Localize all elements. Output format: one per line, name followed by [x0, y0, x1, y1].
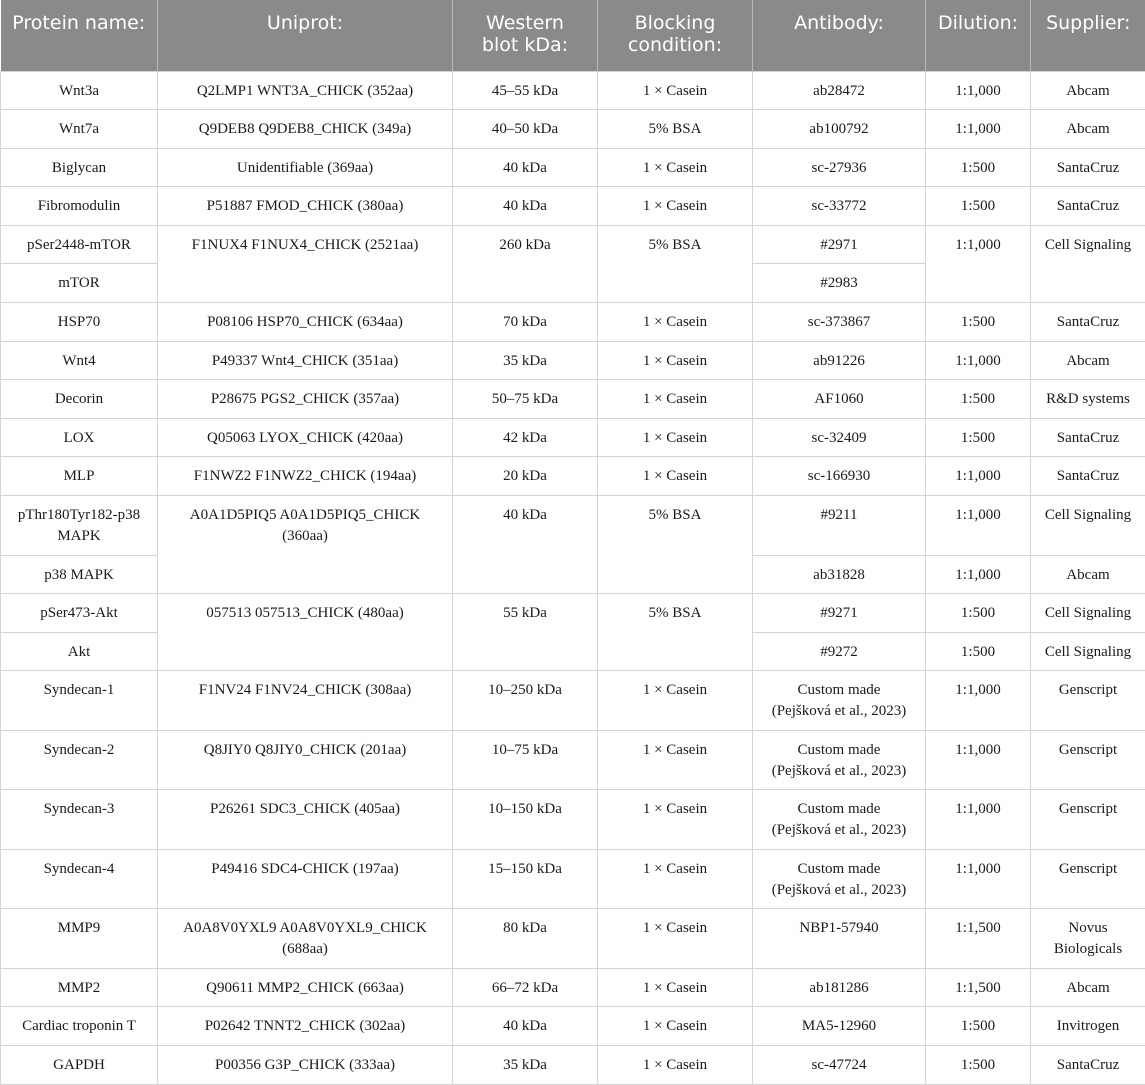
cell-blocking-condition: 1 × Casein	[598, 909, 753, 969]
cell-protein-name: mTOR	[1, 264, 158, 303]
cell-uniprot: Q90611 MMP2_CHICK (663aa)	[158, 968, 453, 1007]
cell-antibody: MA5-12960	[753, 1007, 926, 1046]
cell-protein-name: Cardiac troponin T	[1, 1007, 158, 1046]
cell-supplier: Abcam	[1031, 555, 1145, 594]
cell-antibody: ab91226	[753, 341, 926, 380]
cell-antibody: sc-27936	[753, 148, 926, 187]
cell-protein-name: Syndecan-2	[1, 730, 158, 790]
cell-supplier: Cell Signaling	[1031, 225, 1145, 302]
cell-antibody: #2983	[753, 264, 926, 303]
cell-western-blot-kda: 70 kDa	[453, 303, 598, 342]
cell-dilution: 1:500	[926, 632, 1031, 671]
cell-blocking-condition: 1 × Casein	[598, 1046, 753, 1085]
cell-blocking-condition: 1 × Casein	[598, 418, 753, 457]
cell-western-blot-kda: 35 kDa	[453, 1046, 598, 1085]
cell-dilution: 1:1,000	[926, 790, 1031, 850]
cell-dilution: 1:1,500	[926, 968, 1031, 1007]
cell-dilution: 1:500	[926, 594, 1031, 633]
table-row	[1, 303, 1145, 342]
cell-blocking-condition: 1 × Casein	[598, 303, 753, 342]
cell-dilution: 1:1,000	[926, 730, 1031, 790]
table-row	[1, 594, 1145, 633]
cell-western-blot-kda: 40 kDa	[453, 187, 598, 226]
cell-western-blot-kda: 10–150 kDa	[453, 790, 598, 850]
table-row	[1, 968, 1145, 1007]
cell-supplier: Genscript	[1031, 730, 1145, 790]
cell-blocking-condition: 1 × Casein	[598, 71, 753, 110]
cell-antibody: sc-32409	[753, 418, 926, 457]
cell-uniprot: F1NWZ2 F1NWZ2_CHICK (194aa)	[158, 457, 453, 496]
cell-protein-name: Akt	[1, 632, 158, 671]
cell-uniprot: A0A8V0YXL9 A0A8V0YXL9_CHICK (688aa)	[158, 909, 453, 969]
cell-supplier: Genscript	[1031, 849, 1145, 909]
cell-protein-name: Fibromodulin	[1, 187, 158, 226]
cell-western-blot-kda: 80 kDa	[453, 909, 598, 969]
cell-antibody: ab181286	[753, 968, 926, 1007]
cell-supplier: SantaCruz	[1031, 418, 1145, 457]
cell-supplier: Cell Signaling	[1031, 496, 1145, 556]
cell-dilution: 1:1,000	[926, 849, 1031, 909]
cell-protein-name: Syndecan-3	[1, 790, 158, 850]
cell-western-blot-kda: 10–250 kDa	[453, 671, 598, 731]
header-blocking-condition: Blocking condition:	[598, 0, 753, 71]
table-row	[1, 225, 1145, 264]
cell-protein-name: Wnt4	[1, 341, 158, 380]
cell-antibody: #2971	[753, 225, 926, 264]
cell-uniprot: F1NV24 F1NV24_CHICK (308aa)	[158, 671, 453, 731]
cell-protein-name: GAPDH	[1, 1046, 158, 1085]
cell-western-blot-kda: 45–55 kDa	[453, 71, 598, 110]
table-row	[1, 730, 1145, 790]
cell-dilution: 1:1,000	[926, 71, 1031, 110]
cell-blocking-condition: 1 × Casein	[598, 341, 753, 380]
cell-dilution: 1:1,000	[926, 341, 1031, 380]
cell-western-blot-kda: 10–75 kDa	[453, 730, 598, 790]
cell-dilution: 1:1,000	[926, 555, 1031, 594]
table-row	[1, 187, 1145, 226]
cell-dilution: 1:1,000	[926, 671, 1031, 731]
table-row	[1, 110, 1145, 149]
cell-uniprot: Q8JIY0 Q8JIY0_CHICK (201aa)	[158, 730, 453, 790]
cell-antibody: Custom made (Pejšková et al., 2023)	[753, 671, 926, 731]
cell-uniprot: A0A1D5PIQ5 A0A1D5PIQ5_CHICK (360aa)	[158, 496, 453, 594]
cell-supplier: Abcam	[1031, 71, 1145, 110]
table-row	[1, 496, 1145, 556]
cell-protein-name: Wnt3a	[1, 71, 158, 110]
cell-dilution: 1:1,000	[926, 225, 1031, 302]
cell-uniprot: Q2LMP1 WNT3A_CHICK (352aa)	[158, 71, 453, 110]
cell-antibody: #9271	[753, 594, 926, 633]
table-row	[1, 909, 1145, 969]
table-row	[1, 849, 1145, 909]
header-uniprot: Uniprot:	[158, 0, 453, 71]
cell-blocking-condition: 5% BSA	[598, 594, 753, 671]
cell-antibody: Custom made (Pejšková et al., 2023)	[753, 730, 926, 790]
table-row	[1, 790, 1145, 850]
cell-uniprot: P00356 G3P_CHICK (333aa)	[158, 1046, 453, 1085]
cell-uniprot: P02642 TNNT2_CHICK (302aa)	[158, 1007, 453, 1046]
cell-protein-name: HSP70	[1, 303, 158, 342]
cell-blocking-condition: 1 × Casein	[598, 671, 753, 731]
cell-antibody: sc-47724	[753, 1046, 926, 1085]
cell-antibody: ab100792	[753, 110, 926, 149]
header-protein-name: Protein name:	[1, 0, 158, 71]
cell-western-blot-kda: 40–50 kDa	[453, 110, 598, 149]
cell-supplier: SantaCruz	[1031, 148, 1145, 187]
cell-uniprot: 057513 057513_CHICK (480aa)	[158, 594, 453, 671]
cell-protein-name: pSer473-Akt	[1, 594, 158, 633]
cell-protein-name: LOX	[1, 418, 158, 457]
cell-antibody: #9211	[753, 496, 926, 556]
cell-antibody: Custom made (Pejšková et al., 2023)	[753, 849, 926, 909]
cell-western-blot-kda: 40 kDa	[453, 496, 598, 594]
cell-protein-name: MLP	[1, 457, 158, 496]
cell-supplier: SantaCruz	[1031, 1046, 1145, 1085]
header-row	[1, 0, 1145, 71]
table-row	[1, 341, 1145, 380]
cell-blocking-condition: 1 × Casein	[598, 730, 753, 790]
cell-uniprot: P51887 FMOD_CHICK (380aa)	[158, 187, 453, 226]
cell-antibody: ab28472	[753, 71, 926, 110]
cell-western-blot-kda: 55 kDa	[453, 594, 598, 671]
header-supplier: Supplier:	[1031, 0, 1145, 71]
cell-dilution: 1:500	[926, 418, 1031, 457]
table-row	[1, 418, 1145, 457]
cell-supplier: Novus Biologicals	[1031, 909, 1145, 969]
cell-protein-name: Syndecan-4	[1, 849, 158, 909]
cell-blocking-condition: 5% BSA	[598, 496, 753, 594]
cell-blocking-condition: 1 × Casein	[598, 968, 753, 1007]
cell-dilution: 1:500	[926, 380, 1031, 419]
cell-antibody: sc-166930	[753, 457, 926, 496]
cell-supplier: Abcam	[1031, 110, 1145, 149]
cell-supplier: Abcam	[1031, 968, 1145, 1007]
cell-uniprot: Unidentifiable (369aa)	[158, 148, 453, 187]
cell-blocking-condition: 1 × Casein	[598, 380, 753, 419]
cell-blocking-condition: 5% BSA	[598, 225, 753, 302]
cell-supplier: Genscript	[1031, 671, 1145, 731]
cell-western-blot-kda: 66–72 kDa	[453, 968, 598, 1007]
header-western-blot-kda: Western blot kDa:	[453, 0, 598, 71]
cell-supplier: Cell Signaling	[1031, 632, 1145, 671]
cell-western-blot-kda: 35 kDa	[453, 341, 598, 380]
cell-western-blot-kda: 50–75 kDa	[453, 380, 598, 419]
cell-dilution: 1:500	[926, 1046, 1031, 1085]
cell-uniprot: Q9DEB8 Q9DEB8_CHICK (349a)	[158, 110, 453, 149]
table-row	[1, 148, 1145, 187]
cell-blocking-condition: 1 × Casein	[598, 457, 753, 496]
cell-western-blot-kda: 260 kDa	[453, 225, 598, 302]
cell-antibody: sc-33772	[753, 187, 926, 226]
cell-uniprot: P28675 PGS2_CHICK (357aa)	[158, 380, 453, 419]
cell-supplier: Abcam	[1031, 341, 1145, 380]
cell-blocking-condition: 1 × Casein	[598, 1007, 753, 1046]
cell-dilution: 1:500	[926, 148, 1031, 187]
cell-western-blot-kda: 42 kDa	[453, 418, 598, 457]
cell-antibody: NBP1-57940	[753, 909, 926, 969]
cell-western-blot-kda: 40 kDa	[453, 1007, 598, 1046]
cell-protein-name: p38 MAPK	[1, 555, 158, 594]
cell-uniprot: P08106 HSP70_CHICK (634aa)	[158, 303, 453, 342]
cell-uniprot: F1NUX4 F1NUX4_CHICK (2521aa)	[158, 225, 453, 302]
table-row	[1, 671, 1145, 731]
table-row	[1, 1046, 1145, 1085]
cell-antibody: ab31828	[753, 555, 926, 594]
cell-western-blot-kda: 40 kDa	[453, 148, 598, 187]
cell-dilution: 1:500	[926, 303, 1031, 342]
cell-antibody: Custom made (Pejšková et al., 2023)	[753, 790, 926, 850]
cell-dilution: 1:1,500	[926, 909, 1031, 969]
cell-supplier: SantaCruz	[1031, 187, 1145, 226]
cell-protein-name: MMP9	[1, 909, 158, 969]
table-row	[1, 380, 1145, 419]
cell-dilution: 1:500	[926, 1007, 1031, 1046]
cell-dilution: 1:1,000	[926, 457, 1031, 496]
cell-dilution: 1:1,000	[926, 496, 1031, 556]
cell-dilution: 1:500	[926, 187, 1031, 226]
table-row	[1, 71, 1145, 110]
cell-protein-name: pThr180Tyr182-p38 MAPK	[1, 496, 158, 556]
cell-western-blot-kda: 15–150 kDa	[453, 849, 598, 909]
cell-blocking-condition: 1 × Casein	[598, 790, 753, 850]
table-row	[1, 1007, 1145, 1046]
cell-blocking-condition: 1 × Casein	[598, 187, 753, 226]
cell-protein-name: pSer2448-mTOR	[1, 225, 158, 264]
cell-antibody: #9272	[753, 632, 926, 671]
cell-uniprot: Q05063 LYOX_CHICK (420aa)	[158, 418, 453, 457]
cell-protein-name: MMP2	[1, 968, 158, 1007]
cell-protein-name: Syndecan-1	[1, 671, 158, 731]
cell-uniprot: P26261 SDC3_CHICK (405aa)	[158, 790, 453, 850]
cell-protein-name: Decorin	[1, 380, 158, 419]
header-dilution: Dilution:	[926, 0, 1031, 71]
cell-supplier: Cell Signaling	[1031, 594, 1145, 633]
header-antibody: Antibody:	[753, 0, 926, 71]
cell-blocking-condition: 1 × Casein	[598, 148, 753, 187]
cell-blocking-condition: 1 × Casein	[598, 849, 753, 909]
cell-supplier: SantaCruz	[1031, 457, 1145, 496]
cell-protein-name: Wnt7a	[1, 110, 158, 149]
cell-antibody: sc-373867	[753, 303, 926, 342]
cell-protein-name: Biglycan	[1, 148, 158, 187]
cell-supplier: SantaCruz	[1031, 303, 1145, 342]
cell-western-blot-kda: 20 kDa	[453, 457, 598, 496]
cell-uniprot: P49416 SDC4-CHICK (197aa)	[158, 849, 453, 909]
cell-blocking-condition: 5% BSA	[598, 110, 753, 149]
cell-supplier: Genscript	[1031, 790, 1145, 850]
cell-dilution: 1:1,000	[926, 110, 1031, 149]
cell-antibody: AF1060	[753, 380, 926, 419]
cell-supplier: R&D systems	[1031, 380, 1145, 419]
cell-uniprot: P49337 Wnt4_CHICK (351aa)	[158, 341, 453, 380]
table-row	[1, 457, 1145, 496]
cell-supplier: Invitrogen	[1031, 1007, 1145, 1046]
